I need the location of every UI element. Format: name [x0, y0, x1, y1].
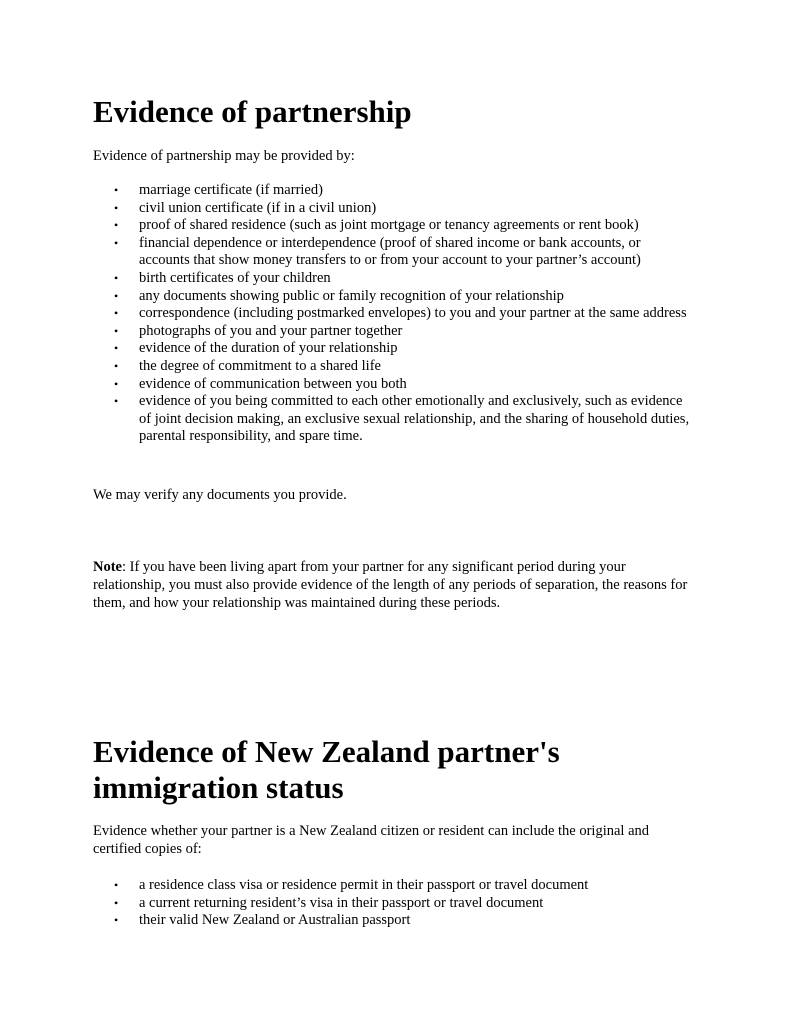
list-item: • photographs of you and your partner together — [93, 323, 693, 341]
list-item: • birth certificates of your children — [93, 270, 693, 288]
list-item: • financial dependence or interdependence (proof of shared income or bank accounts, or accounts that show money transfers to or from your account to your partner’s account) — [93, 235, 693, 270]
note-label: Note — [93, 559, 122, 575]
partnership-evidence-list — [93, 182, 693, 446]
list-item: • a residence class visa or residence permit in their passport or travel document — [93, 877, 693, 895]
list-item: • any documents showing public or family recognition of your relationship — [93, 288, 693, 306]
heading-evidence-of-partnership: Evidence of partnership — [93, 94, 412, 129]
list-item: • evidence of communication between you both — [93, 376, 693, 394]
partnership-intro-text: Evidence of partnership may be provided by: — [93, 148, 355, 164]
list-item: • marriage certificate (if married) — [93, 182, 693, 200]
verify-documents-text: We may verify any documents you provide. — [93, 487, 347, 503]
list-item: • proof of shared residence (such as joint mortgage or tenancy agreements or rent book) — [93, 217, 693, 235]
list-item: • civil union certificate (if in a civil union) — [93, 200, 693, 218]
status-evidence-list — [93, 877, 693, 930]
list-item: • the degree of commitment to a shared life — [93, 358, 693, 376]
heading-nz-partner-immigration-status: Evidence of New Zealand partner's immigration status — [93, 734, 560, 805]
list-item: • correspondence (including postmarked envelopes) to you and your partner at the same address — [93, 305, 693, 323]
status-intro-text: Evidence whether your partner is a New Zealand citizen or resident can include the original and certified copies of: — [93, 823, 650, 857]
list-item: • a current returning resident’s visa in their passport or travel document — [93, 895, 693, 913]
list-item: • evidence of you being committed to each other emotionally and exclusively, such as evidence of joint decision making, an exclusive sexual relationship, and the sharing of household duties, parental responsibility, and spare time. — [93, 393, 693, 446]
list-item: • their valid New Zealand or Australian passport — [93, 912, 693, 930]
note-paragraph — [93, 558, 693, 612]
note-text: : If you have been living apart from your partner for any significant period during your relationship, you must also provide evidence of the length of any periods of separation, the reasons for them, and how your relationship was maintained during these periods. — [93, 559, 688, 611]
list-item: • evidence of the duration of your relationship — [93, 340, 693, 358]
